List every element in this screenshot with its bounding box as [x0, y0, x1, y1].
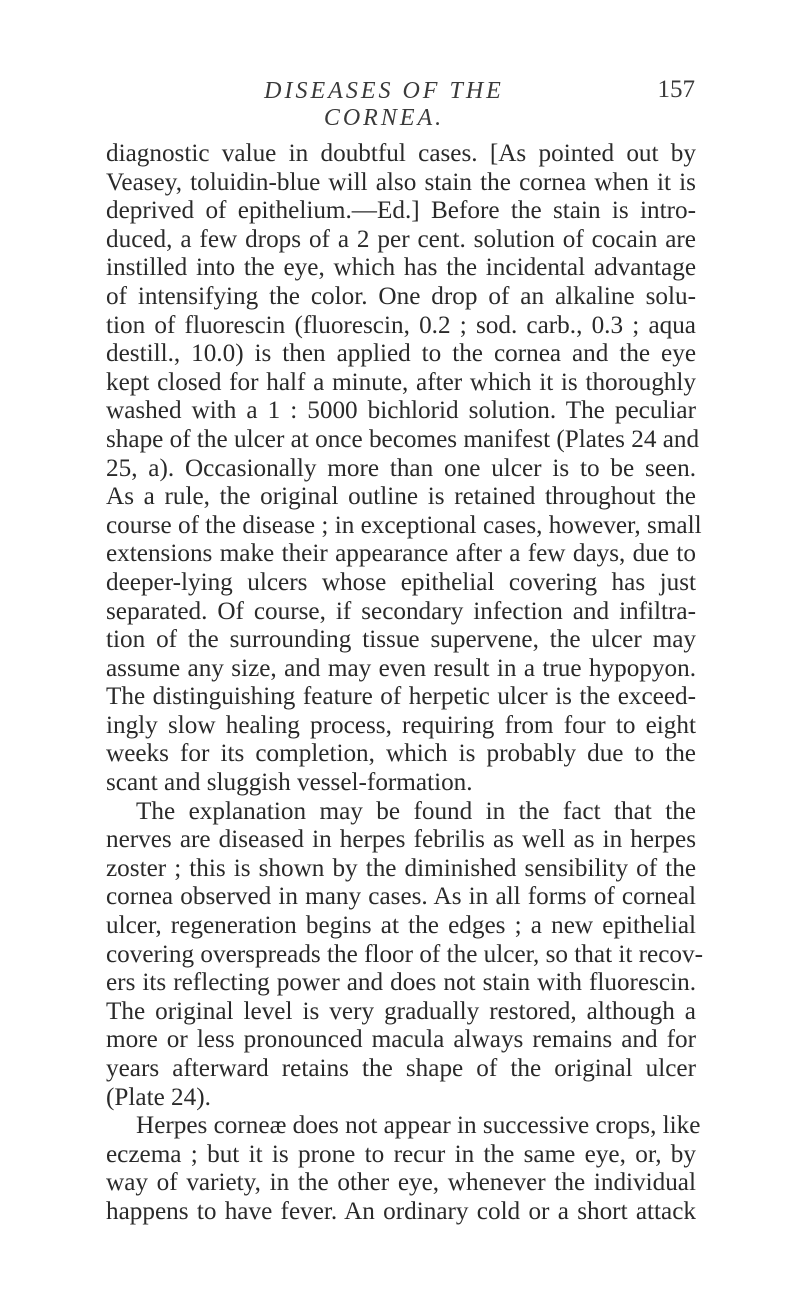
text-line: years afterward retains the shape of the original ulcer — [106, 1055, 696, 1082]
text-line: scant and sluggish vessel-formation. — [106, 769, 473, 797]
body-text — [106, 140, 703, 1227]
text-line: tion of fluorescin (fluorescin, 0.2 ; sod. carb., 0.3 ; aqua — [106, 311, 696, 339]
text-line: duced, a few drops of a 2 per cent. solution of cocain are — [106, 225, 696, 253]
text-line: As a rule, the original outline is retained throughout the — [106, 483, 696, 511]
text-line: way of variety, in the other eye, whenever the individual — [106, 1169, 696, 1197]
text-line: shape of the ulcer at once becomes manifest (Plates 24 and — [106, 425, 700, 453]
text-line: The original level is very gradually restored, although a — [106, 997, 696, 1025]
text-line: extensions make their appearance after a few days, due to — [106, 540, 696, 568]
text-line: covering overspreads the floor of the ulcer, so that it recov- — [106, 940, 703, 968]
paragraph-start-line: Herpes corneæ does not appear in successive crops, like — [136, 1112, 701, 1140]
text-line: zoster ; this is shown by the diminished sensibility of the — [106, 854, 696, 882]
text-line: of intensifying the color. One drop of an alkaline solu- — [106, 282, 696, 310]
text-line: ingly slow healing process, requiring from four to eight — [106, 711, 696, 739]
running-head: DISEASES OF THE CORNEA. — [264, 78, 504, 131]
text-line: The distinguishing feature of herpetic ulcer is the exceed- — [106, 683, 696, 711]
text-line: washed with a 1 : 5000 bichlorid solution. The peculiar — [106, 397, 696, 425]
text-line: more or less pronounced macula always remains and for — [106, 1026, 696, 1054]
text-line: happens to have fever. An ordinary cold or a short attack — [106, 1197, 696, 1225]
text-line: instilled into the eye, which has the incidental advantage — [106, 254, 696, 282]
text-line: diagnostic value in doubtful cases. [As pointed out by — [106, 140, 696, 167]
text-line: course of the disease ; in exceptional cases, however, small — [106, 511, 702, 539]
text-line: Veasey, toluidin-blue will also stain the cornea when it is — [106, 168, 696, 196]
text-line: separated. Of course, if secondary infection and infiltra- — [106, 597, 696, 625]
text-line: deeper-lying ulcers whose epithelial covering has just — [106, 568, 696, 596]
text-line: 25, a). Occasionally more than one ulcer is to be seen. — [106, 454, 696, 482]
page-number: 157 — [657, 76, 695, 103]
text-line: destill., 10.0) is then applied to the cornea and the eye — [106, 340, 696, 368]
text-line: eczema ; but it is prone to recur in the same eye, or, by — [106, 1140, 696, 1168]
text-line: deprived of epithelium.—Ed.] Before the stain is intro- — [106, 197, 696, 225]
text-line: assume any size, and may even result in a true hypopyon. — [106, 654, 696, 682]
text-line: cornea observed in many cases. As in all forms of corneal — [106, 883, 696, 911]
text-line: weeks for its completion, which is probably due to the — [106, 740, 696, 768]
text-line: ulcer, regeneration begins at the edges ; a new epithelial — [106, 912, 696, 940]
text-line: (Plate 24). — [106, 1083, 211, 1111]
text-line: nerves are diseased in herpes febrilis as well as in herpes — [106, 826, 696, 854]
text-line: kept closed for half a minute, after which it is thoroughly — [106, 368, 696, 396]
text-line: ers its reflecting power and does not stain with fluorescin. — [106, 969, 696, 997]
paragraph-start-line: The explanation may be found in the fact that the — [136, 797, 696, 825]
text-line: tion of the surrounding tissue supervene, the ulcer may — [106, 626, 696, 654]
